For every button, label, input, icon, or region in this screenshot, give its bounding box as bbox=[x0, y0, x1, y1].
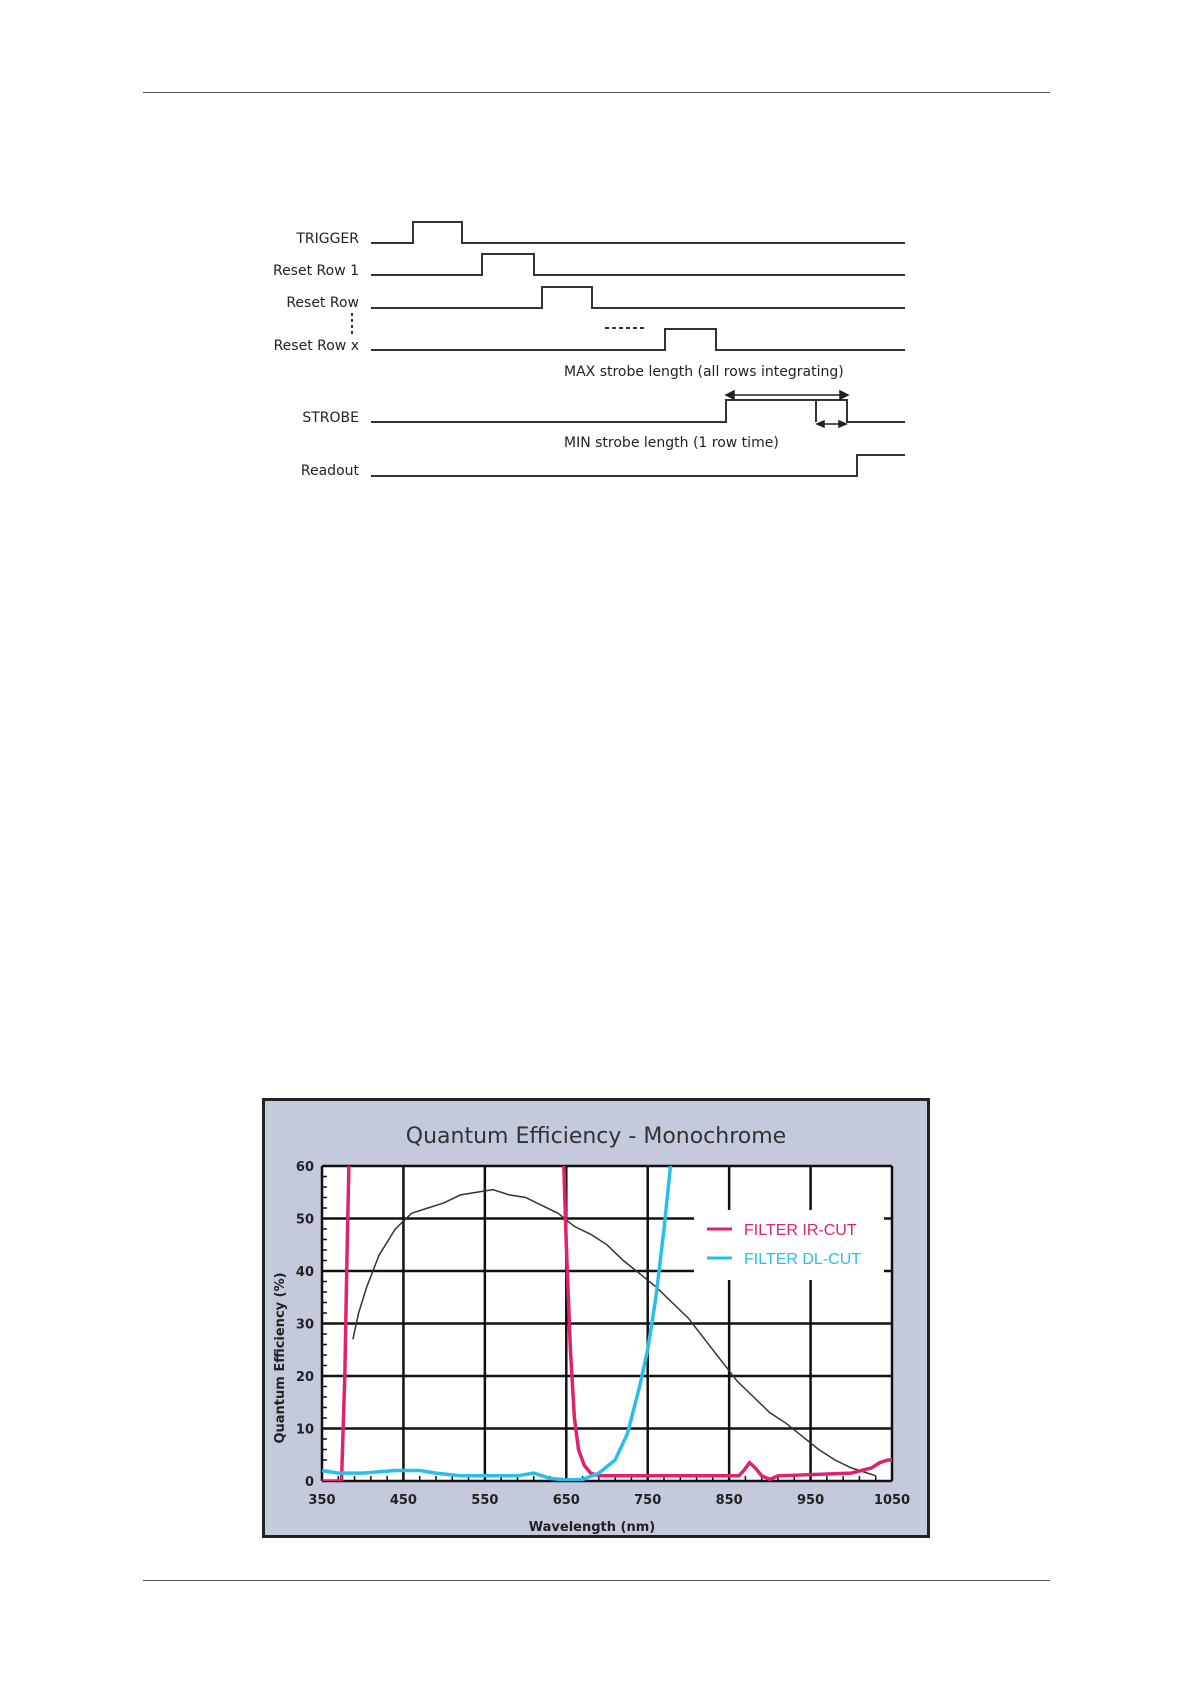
x-tick-label: 750 bbox=[634, 1493, 662, 1508]
timing-diagram bbox=[0, 0, 1191, 520]
max-strobe-note: MAX strobe length (all rows integrating) bbox=[564, 364, 844, 380]
reset-row-x-waveform bbox=[371, 329, 905, 350]
chart-title: Quantum Efficiency - Monochrome bbox=[405, 1124, 787, 1149]
chart-legend bbox=[694, 1210, 884, 1280]
y-tick-label: 0 bbox=[304, 1475, 314, 1490]
x-axis-label: Wavelength (nm) bbox=[528, 1520, 656, 1535]
y-tick-label: 40 bbox=[295, 1265, 314, 1280]
y-tick-label: 10 bbox=[295, 1422, 314, 1438]
x-tick-label: 350 bbox=[308, 1493, 336, 1508]
reset-row-waveform bbox=[371, 287, 905, 308]
signal-label-reset-row-x: Reset Row x bbox=[273, 338, 359, 354]
signal-label-strobe: STROBE bbox=[302, 410, 359, 426]
signal-label-trigger: TRIGGER bbox=[296, 231, 359, 247]
footer-rule bbox=[143, 1580, 1050, 1581]
min-strobe-note: MIN strobe length (1 row time) bbox=[564, 435, 779, 451]
trigger-waveform bbox=[371, 222, 905, 243]
y-tick-label: 60 bbox=[295, 1160, 314, 1175]
x-tick-label: 650 bbox=[552, 1493, 580, 1508]
reset-row-1-waveform bbox=[371, 254, 905, 275]
legend-label-dl-cut: FILTER DL-CUT bbox=[744, 1251, 862, 1268]
y-tick-label: 20 bbox=[295, 1370, 314, 1385]
x-tick-label: 1050 bbox=[873, 1493, 911, 1508]
qe-chart bbox=[262, 1098, 930, 1538]
x-tick-label: 950 bbox=[797, 1493, 825, 1508]
signal-label-readout: Readout bbox=[300, 463, 359, 479]
legend-label-ir-cut: FILTER IR-CUT bbox=[744, 1222, 857, 1239]
signal-label-reset-row: Reset Row bbox=[286, 295, 359, 311]
x-tick-label: 550 bbox=[471, 1493, 499, 1508]
x-tick-label: 850 bbox=[715, 1493, 743, 1508]
strobe-waveform bbox=[371, 400, 905, 422]
readout-waveform bbox=[371, 455, 905, 476]
signal-label-reset-row-1: Reset Row 1 bbox=[272, 263, 359, 279]
y-tick-label: 30 bbox=[295, 1317, 314, 1333]
y-axis-label: Quantum Efficiency (%) bbox=[273, 1272, 288, 1444]
x-tick-label: 450 bbox=[389, 1493, 417, 1508]
y-tick-label: 50 bbox=[295, 1212, 314, 1228]
